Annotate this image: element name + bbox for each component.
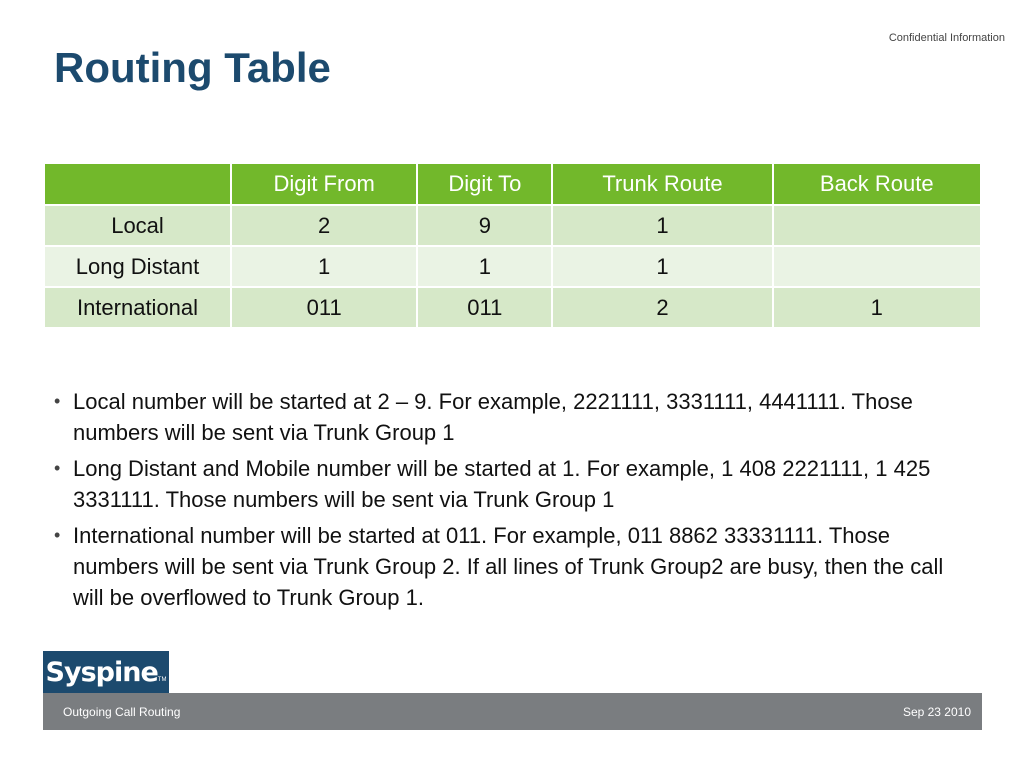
table-cell (773, 246, 981, 287)
list-item (54, 520, 979, 613)
header-cell-digit-to: Digit To (417, 163, 552, 205)
table-cell: 1 (417, 246, 552, 287)
table-cell: International (44, 287, 231, 328)
bullet-text: Long Distant and Mobile number will be started at 1. For example, 1 408 2221111, 1 425 3331111. Those numbers will be sent via Trunk Group 1 (73, 456, 931, 512)
list-item (54, 453, 979, 515)
header-cell-trunk-route: Trunk Route (552, 163, 772, 205)
routing-table (43, 162, 982, 329)
logo-trademark: TM (157, 677, 167, 683)
bullet-text: International number will be started at 011. For example, 011 8862 33331111. Those numbers will be sent via Trunk Group 2. If all lines of Trunk Group2 are busy, then the call will be overflowed to Trunk Group 1. (73, 523, 944, 610)
table-cell: 2 (231, 205, 417, 246)
footer-date: Sep 23 2010 (902, 705, 971, 719)
table-cell (773, 205, 981, 246)
table-cell: 1 (552, 246, 772, 287)
table-row (44, 287, 981, 328)
footer-title: Outgoing Call Routing (63, 705, 181, 719)
table-cell: 011 (417, 287, 552, 328)
table-cell: 1 (552, 205, 772, 246)
bullet-icon: • (54, 458, 61, 478)
table-cell: 2 (552, 287, 772, 328)
bullet-text: Local number will be started at 2 – 9. For example, 2221111, 3331111, 4441111. Those numbers will be sent via Trunk Group 1 (73, 389, 913, 445)
company-logo (43, 651, 169, 693)
header-cell-blank (44, 163, 231, 205)
table-cell: 011 (231, 287, 417, 328)
list-item (54, 386, 979, 448)
table-row (44, 205, 981, 246)
footer-bar (43, 693, 982, 730)
table-cell: 1 (231, 246, 417, 287)
confidential-label: Confidential Information (888, 32, 1005, 44)
table-cell: 1 (773, 287, 981, 328)
page-title: Routing Table (54, 44, 331, 91)
header-cell-digit-from: Digit From (231, 163, 417, 205)
bullet-icon: • (54, 525, 61, 545)
logo-text: Syspine (45, 656, 158, 688)
table-row (44, 246, 981, 287)
table-cell: 9 (417, 205, 552, 246)
table-header-row (44, 163, 981, 205)
bullet-list (54, 386, 979, 618)
bullet-icon: • (54, 391, 61, 411)
table-cell: Local (44, 205, 231, 246)
header-cell-back-route: Back Route (773, 163, 981, 205)
table-cell: Long Distant (44, 246, 231, 287)
